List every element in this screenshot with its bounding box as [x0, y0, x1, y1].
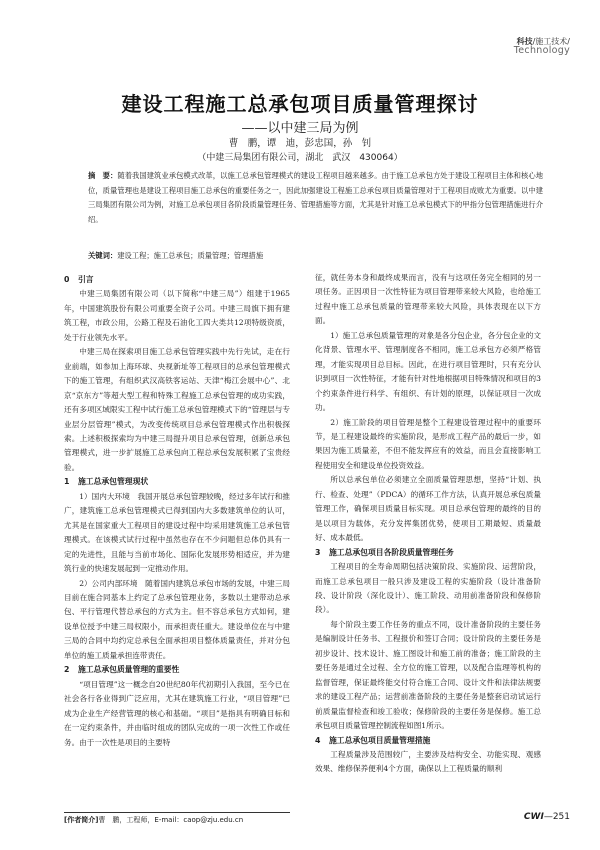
section-number: 1	[64, 477, 70, 487]
keywords-text: 建设工程；施工总承包；质量管理；管理措施	[117, 251, 264, 260]
keywords-label: 关键词：	[88, 251, 118, 260]
section-number: 3	[315, 547, 321, 557]
body-paragraph: 征，就任务本身和最终成果而言，没有与这项任务完全相同的另一项任务。正因项目一次性特征为项目管理带来较大风险，也给施工过程中施工总承包质量的管理带来较大风险，具体表现在以下方面。	[315, 273, 541, 326]
body-paragraph: “项目管理”这一概念自20世纪80年代初期引入我国，至今已在社会各行各业得到广泛应用，尤其在建筑施工行业，“项目管理”已成为企业生产经营管理的核心和基础。“项目”是指具有明确目标和在一定约束条件，并由临时组成的团队完成的一项一次性工作或任务。由于一次性是项目的主要特	[64, 679, 290, 747]
body-paragraph: 工程项目的全寿命周期包括决策阶段、实施阶段、运营阶段，而施工总承包项目一般只涉及建设工程的实施阶段（设计准备阶段、设计阶段（深化设计）、施工阶段、动用前准备阶段和保修阶段）。	[315, 562, 541, 615]
body-paragraph: 1）施工总承包质量管理的对象是各分包企业，各分包企业的文化背景、管理水平、管理制度各不相同，施工总承包方必须严格管理，才能实现项目总目标。因此，在进行项目管理时，只有充分认识到项目一次性特征，才能有针对性地根据项目特殊情况和项目的3个约束条件进行科学、有组织、有计划的原理，以保证项目一次成功。	[315, 330, 541, 413]
section-heading	[64, 475, 290, 489]
running-header	[514, 38, 570, 56]
abstract	[88, 169, 543, 227]
page-number	[524, 812, 570, 822]
page-sep: —	[543, 812, 553, 822]
abstract-text: 随着我国建筑业承包模式改革，以施工总承包管理模式的建设工程项目越来越多。由于施工总承包方处于建设工程项目主体和核心地位，质量管理也是建设工程项目施工总承包的重要任务之一，因此加强建设工程施工总承包项目质量管理对于工程项目成败尤为重要。以中建三局集团有限公司为例，对施工总承包项目各阶段质量管理任务、管理措施等方面，尤其是针对施工总承包模式下的甲指分包管理措施进行介绍。	[88, 171, 543, 224]
article-title: 建设工程施工总承包项目质量管理探讨	[121, 92, 479, 116]
body-paragraph: 2）施工阶段的项目管理是整个工程建设管理过程中的重要环节，是工程建设最终的实施阶段，是形成工程产品的最后一步，如果因为施工质量差，不但不能发挥应有的效益，而且会直接影响工程使用安全和建设单位投资效益。	[315, 417, 541, 470]
section-category-en: Technology	[513, 45, 570, 57]
body-paragraph: 所以总承包单位必须建立全面质量管理思想，坚持“计划、执行、检查、处理”（PDCA）的循环工作方法，认真开展总承包质量管理工作，确保项目质量目标实现。项目总承包管理的最终的目的是以项目为载体，充分发挥集团优势，使项目工期最短、质量最好、成本最低。	[315, 475, 541, 543]
section-number: 0	[64, 275, 70, 284]
body-paragraph: 中建三局集团有限公司（以下简称“中建三局”）组建于1965年，中国建筑股份有限公司重要全资子公司。中建三局旗下拥有建筑工程，市政公用，公路工程及石油化工四大类共12项特级资质，处于行业领先水平。	[64, 289, 290, 342]
section-heading-text: 引言	[78, 275, 94, 284]
section-heading	[315, 546, 541, 560]
section-number: 4	[315, 735, 321, 745]
section-heading-text: 施工总承包项目质量管理措施	[329, 735, 431, 745]
body-paragraph: 中建三局在探索项目施工总承包管理实践中先行先试，走在行业前端，如参加上海环球、央视新址等工程项目的总承包管理模式下的施工管理，有组织武汉高铁客运站、天津“梅江会展中心”、北京“京东方”等超大型工程和特殊工程施工总承包管理的成功实践，还有多项区域限实工程中试行施工总承包管理模式下的“管理层与专业层分层管理”模式，为改变传统项目总承包管理模式作出积极探索。上述积极探索均为中建三局提升项目总承包管理，创新总承包管理模式，进一步扩展施工总承包向工程总承包发展积累了宝贵经验。	[64, 347, 290, 472]
article-subtitle: ——以中建三局为例	[241, 121, 359, 136]
section-category: 科技/施工技术/	[516, 37, 570, 46]
section-heading-text: 施工总承包管理现状	[78, 477, 149, 487]
author-note	[64, 812, 290, 825]
body-column-right	[315, 271, 541, 811]
affiliation: （中建三局集团有限公司，湖北 武汉 430064）	[197, 153, 403, 163]
body-paragraph: 1）国内大环境 我国开展总承包管理较晚，经过多年试行和推广，建筑施工总承包管理模式已得到国内大多数建筑单位的认可，尤其是在国家重大工程项目的建设过程中均采用建筑施工总承包管理模式。在该模式试行过程中虽然也存在不少问题但总体仍具有一定的先进性，且能与当前市场化、国际化发展形势相适应，并为建筑行业的快速发展起到一定推动作用。	[64, 491, 290, 574]
page-num: 251	[552, 812, 570, 822]
body-paragraph: 每个阶段主要工作任务的重点不同，设计准备阶段的主要任务是编制设计任务书、工程报价和签订合同；设计阶段的主要任务是初步设计、技术设计、施工图设计和施工前的准备；施工阶段的主要任务是通过全过程、全方位的施工管理，以及配合监理等机构的监督管理，保证最终能交付符合施工合同、设计文件和法律法规要求的建设工程产品；运营前准备阶段的主要任务是整套启动试运行前质量监督检查和竣工验收；保修阶段的主要任务是保修。施工总承包项目质量管理控制流程如图1所示。	[315, 619, 541, 731]
section-heading	[64, 663, 290, 677]
journal-mark: CWI	[523, 812, 544, 822]
section-heading	[315, 734, 541, 748]
body-paragraph: 工程质量涉及范围较广，主要涉及结构安全、功能实现、观感效果、维修保养便利4个方面，确保以上工程质量的顺利	[315, 749, 541, 774]
keywords	[88, 251, 543, 261]
author-note-text: 曹 鹏，工程师，E-mail：caop@zju.edu.cn	[98, 816, 244, 824]
author-note-label: [作者简介]	[64, 816, 99, 824]
body-paragraph: 2）公司内部环境 随着国内建筑总承包市场的发展，中建三局目前在施合同基本上约定了总承包管理业务，多数以土建带动总承包、平行管理代替总承包的方式为主。但不容总承包方式如何，建设单位授予中建三局权限小，而承担责任重大。建设单位在与中建三局的合同中均约定总承包全面承担项目整体质量责任，并对分包单位的施工质量承担连带责任。	[64, 578, 290, 660]
section-heading-text: 施工总承包项目各阶段质量管理任务	[329, 547, 454, 557]
body-column-left	[64, 273, 290, 803]
section-number: 2	[64, 665, 70, 675]
section-heading-text: 施工总承包质量管理的重要性	[78, 665, 180, 675]
abstract-label: 摘 要：	[88, 171, 118, 180]
section-heading	[64, 273, 290, 287]
author-list: 曹 鹏，谭 迪，彭忠国，孙 钊	[228, 138, 372, 149]
